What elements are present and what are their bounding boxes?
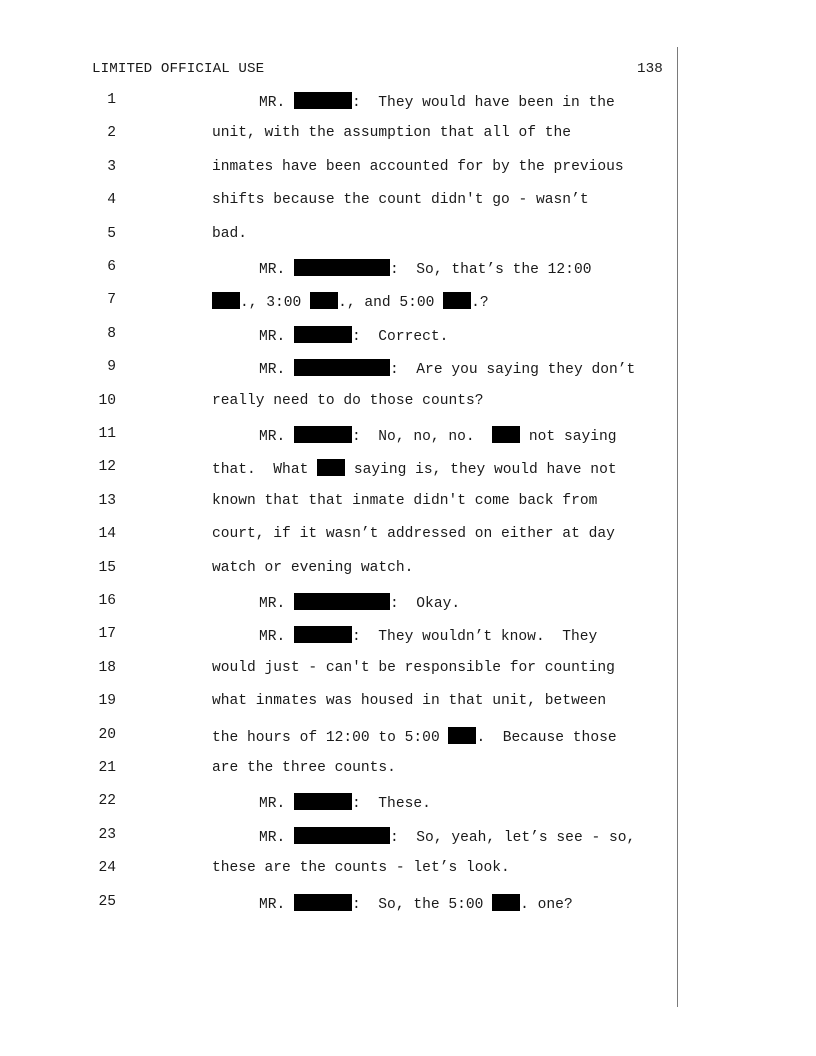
line-text: would just - can't be responsible for counting (212, 659, 615, 676)
line-text: bad. (212, 225, 248, 242)
transcript-line (0, 860, 700, 888)
transcript-line (0, 793, 700, 821)
line-number: 9 (107, 359, 116, 376)
transcript-line (0, 426, 700, 454)
transcript-line (0, 526, 700, 554)
line-text: these are the counts - let’s look. (212, 860, 510, 877)
redaction-block (492, 426, 520, 443)
line-number: 19 (98, 693, 116, 710)
transcript-line (0, 459, 700, 487)
redaction-block (294, 426, 352, 443)
redaction-block (294, 793, 352, 810)
line-text: MR. : No, no, no. not saying (259, 426, 617, 445)
line-text: MR. : These. (259, 793, 431, 812)
transcript-line (0, 626, 700, 654)
transcript-line (0, 660, 700, 688)
line-number: 7 (107, 292, 116, 309)
line-number: 16 (98, 593, 116, 609)
line-text: that. What saying is, they would have not (212, 459, 617, 478)
transcript-line (0, 326, 700, 354)
line-number: 15 (98, 559, 116, 576)
line-text: MR. : They would have been in the (259, 92, 615, 111)
line-text: MR. : They wouldn’t know. They (259, 626, 597, 645)
line-text: shifts because the count didn't go - wasn’t (212, 192, 589, 209)
redaction-block (294, 259, 390, 276)
classification-header: LIMITED OFFICIAL USE (92, 61, 265, 77)
line-number: 25 (98, 893, 116, 910)
line-text: court, if it wasn’t addressed on either at day (212, 526, 615, 543)
line-number: 22 (98, 793, 116, 810)
redaction-block (294, 92, 352, 109)
redaction-block (294, 359, 390, 376)
line-number: 11 (98, 426, 116, 442)
transcript-line (0, 125, 700, 153)
line-number: 14 (98, 526, 116, 543)
transcript-line (0, 493, 700, 521)
transcript-line (0, 92, 700, 120)
transcript-line (0, 259, 700, 287)
transcript-line (0, 159, 700, 187)
page-number: 138 (637, 61, 663, 77)
line-number: 23 (98, 826, 116, 843)
line-number: 12 (98, 459, 116, 476)
transcript-line (0, 192, 700, 220)
transcript-line (0, 827, 700, 855)
transcript-line (0, 593, 700, 621)
line-text: MR. : Correct. (259, 326, 448, 345)
redaction-block (294, 894, 352, 911)
line-text: inmates have been accounted for by the previous (212, 158, 624, 175)
line-number: 3 (107, 158, 116, 175)
line-text: MR. : So, the 5:00 . one? (259, 894, 573, 913)
line-number: 6 (107, 259, 116, 275)
redaction-block (294, 326, 352, 343)
redaction-block (310, 292, 338, 309)
line-number: 1 (107, 92, 116, 108)
transcript-line (0, 693, 700, 721)
line-text: MR. : So, that’s the 12:00 (259, 259, 591, 278)
redaction-block (448, 727, 476, 744)
redaction-block (294, 827, 390, 844)
redaction-block (212, 292, 240, 309)
transcript-line (0, 560, 700, 588)
line-number: 13 (98, 492, 116, 509)
redaction-block (294, 626, 352, 643)
line-number: 10 (98, 392, 116, 409)
line-number: 21 (98, 760, 116, 776)
line-number: 5 (107, 225, 116, 242)
transcript-line (0, 359, 700, 387)
line-text: what inmates was housed in that unit, between (212, 693, 607, 710)
line-text: unit, with the assumption that all of the (212, 125, 572, 142)
line-number: 18 (98, 659, 116, 676)
line-number: 2 (107, 125, 116, 142)
line-text: MR. : So, yeah, let’s see - so, (259, 827, 635, 846)
line-number: 20 (98, 726, 116, 743)
line-text: ., 3:00 ., and 5:00 .? (212, 292, 489, 311)
transcript-line (0, 727, 700, 755)
transcript-line (0, 894, 700, 922)
redaction-block (443, 292, 471, 309)
line-number: 4 (107, 192, 116, 209)
line-number: 24 (98, 860, 116, 877)
transcript-line (0, 393, 700, 421)
line-number: 17 (98, 626, 116, 643)
line-text: known that that inmate didn't come back from (212, 492, 598, 509)
transcript-line (0, 760, 700, 788)
redaction-block (317, 459, 345, 476)
line-text: really need to do those counts? (212, 392, 484, 409)
redaction-block (294, 593, 390, 610)
line-text: the hours of 12:00 to 5:00 . Because those (212, 727, 617, 746)
line-text: are the three counts. (212, 760, 396, 776)
transcript-line (0, 292, 700, 320)
line-text: MR. : Okay. (259, 593, 460, 612)
line-number: 8 (107, 325, 116, 342)
line-text: watch or evening watch. (212, 559, 414, 576)
redaction-block (492, 894, 520, 911)
line-text: MR. : Are you saying they don’t (259, 359, 635, 378)
transcript-line (0, 226, 700, 254)
